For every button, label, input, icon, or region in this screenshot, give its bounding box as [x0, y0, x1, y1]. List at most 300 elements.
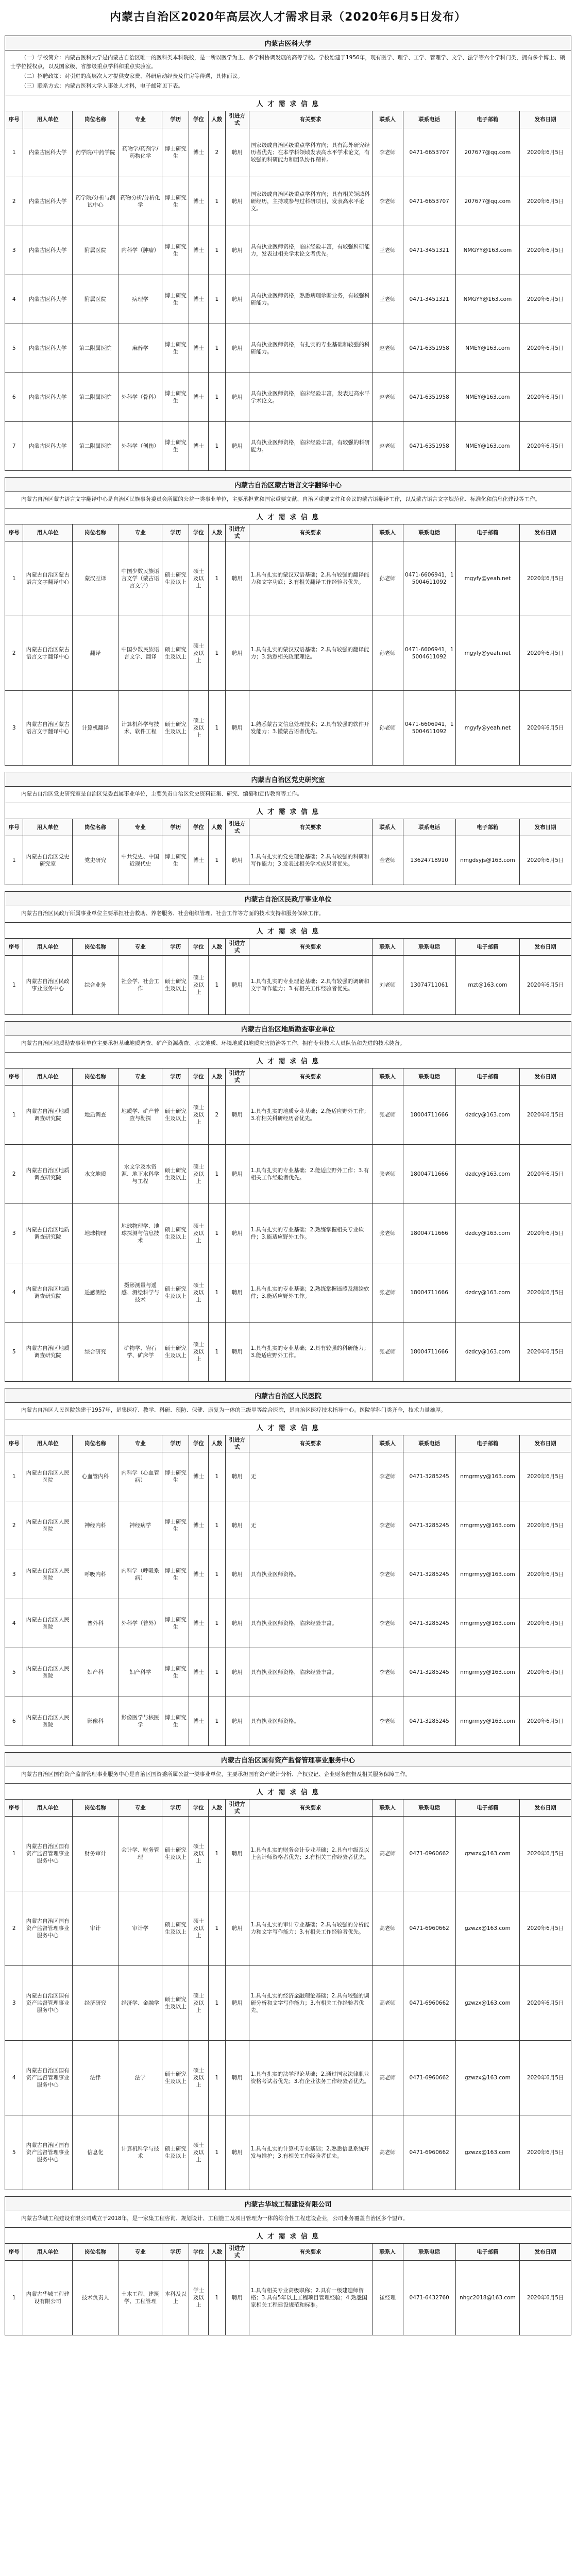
cell-date: 2020年6月5日	[520, 2041, 571, 2115]
cell-deg: 硕士及以上	[189, 541, 208, 616]
cell-email-link[interactable]: dzdcy@163.com	[455, 1145, 520, 1204]
unit-header: 内蒙古自治区人民医院	[5, 1388, 571, 1403]
cell-req: 1.具有扎实的专业基础；2.熟练掌握遥感及测绘软件；3.能适应野外工作。	[249, 1263, 372, 1323]
column-header: 人数	[208, 1435, 225, 1452]
cell-edu: 本科及以上	[162, 2261, 189, 2335]
cell-email-link[interactable]: NMEY@163.com	[455, 422, 520, 471]
cell-index: 5	[5, 1648, 23, 1697]
cell-email-link[interactable]: dzdcy@163.com	[455, 1086, 520, 1145]
demand-title: 人 才 需 求 信 息	[5, 2228, 571, 2243]
cell-req: 具有执业医师资格。	[249, 1697, 372, 1746]
cell-major: 法学	[118, 2041, 162, 2115]
intro-paragraph: （二）招聘政策：对引进的高层次人才提供安家费、科研启动经费及住房等待遇，具体面议。	[21, 73, 243, 79]
cell-contact: 张老师	[372, 1323, 403, 1382]
cell-date: 2020年6月5日	[520, 1452, 571, 1501]
cell-type: 聘用	[225, 1452, 249, 1501]
cell-unit: 内蒙古医科大学	[23, 226, 73, 275]
cell-phone: 0471-6960662	[403, 1891, 455, 1966]
demand-table	[5, 1068, 571, 1382]
cell-deg: 学士及以上	[189, 2261, 208, 2335]
cell-edu: 硕士研究生及以上	[162, 1966, 189, 2041]
cell-contact: 张老师	[372, 1204, 403, 1263]
cell-unit: 内蒙古医科大学	[23, 373, 73, 422]
column-header: 学历	[162, 111, 189, 128]
table-row	[5, 1891, 571, 1966]
cell-phone: 0471-3285245	[403, 1697, 455, 1746]
cell-dept: 第二附属医院	[72, 373, 118, 422]
demand-title: 人 才 需 求 信 息	[5, 95, 571, 111]
cell-dept: 信息化	[72, 2115, 118, 2190]
column-header: 序号	[5, 1800, 23, 1817]
cell-major: 病理学	[118, 275, 162, 324]
cell-major: 中国少数民族语言文学、翻译	[118, 616, 162, 691]
cell-type: 聘用	[225, 2115, 249, 2190]
cell-phone: 18004711666	[403, 1086, 455, 1145]
cell-unit: 内蒙古自治区地质调查研究院	[23, 1323, 73, 1382]
demand-table	[5, 2243, 571, 2335]
cell-num: 2	[208, 1086, 225, 1145]
cell-email-link[interactable]: nmgrmyy@163.com	[455, 1599, 520, 1648]
column-header: 人数	[208, 111, 225, 128]
table-body	[5, 1817, 571, 2190]
cell-index: 3	[5, 1204, 23, 1263]
cell-dept: 财务审计	[72, 1817, 118, 1891]
column-header: 序号	[5, 1069, 23, 1086]
cell-phone: 0471-6606941，15004611092	[403, 541, 455, 616]
cell-type: 聘用	[225, 1817, 249, 1891]
cell-num: 1	[208, 1891, 225, 1966]
column-header: 岗位名称	[72, 1800, 118, 1817]
column-header: 专业	[118, 524, 162, 541]
cell-contact: 崔经理	[372, 2261, 403, 2335]
cell-major: 中国少数民族语言文学（蒙古语言文学）	[118, 541, 162, 616]
cell-num: 1	[208, 2261, 225, 2335]
cell-num: 1	[208, 373, 225, 422]
cell-type: 聘用	[225, 2041, 249, 2115]
column-header: 电子邮箱	[455, 2244, 520, 2261]
column-header: 用人单位	[23, 1800, 73, 1817]
cell-type: 聘用	[225, 616, 249, 691]
cell-email-link[interactable]: gzwzx@163.com	[455, 2115, 520, 2190]
cell-contact: 王老师	[372, 226, 403, 275]
column-header: 发布日期	[520, 524, 571, 541]
cell-major: 中共党史、中国近现代史	[118, 836, 162, 885]
cell-contact: 赵老师	[372, 422, 403, 471]
cell-num: 1	[208, 1966, 225, 2041]
intro-paragraph: 内蒙古自治区人民医院始建于1957年，是集医疗、教学、科研、预防、保健、康复为一体的三级甲等综合医院，是自治区医疗技术指导中心。医院学科门类齐全，技术力量雄厚。	[21, 1407, 446, 1413]
table-row	[5, 1648, 571, 1697]
cell-type: 聘用	[225, 691, 249, 766]
cell-type: 聘用	[225, 1891, 249, 1966]
column-header: 学历	[162, 524, 189, 541]
cell-major: 地质学、矿产普查与勘探	[118, 1086, 162, 1145]
cell-date: 2020年6月5日	[520, 1145, 571, 1204]
column-header: 发布日期	[520, 1069, 571, 1086]
column-header: 人数	[208, 1800, 225, 1817]
cell-num: 1	[208, 1648, 225, 1697]
cell-edu: 博士研究生	[162, 1599, 189, 1648]
cell-date: 2020年6月5日	[520, 1599, 571, 1648]
cell-index: 2	[5, 1891, 23, 1966]
cell-index: 1	[5, 128, 23, 177]
unit-header: 内蒙古自治区国有资产监督管理事业服务中心	[5, 1752, 571, 1767]
unit-intro	[5, 492, 571, 509]
column-header: 有关要求	[249, 819, 372, 836]
column-header: 学历	[162, 939, 189, 956]
cell-email-link[interactable]: 207677@qq.com	[455, 177, 520, 226]
demand-title: 人 才 需 求 信 息	[5, 1053, 571, 1068]
cell-major: 内科学（肿瘤）	[118, 226, 162, 275]
cell-req: 具有执业医师资格，临床经验丰富，发表过高水平学术论文。	[249, 373, 372, 422]
cell-unit: 内蒙古自治区人民医院	[23, 1648, 73, 1697]
cell-deg: 博士	[189, 1648, 208, 1697]
cell-req: 1.具有扎实的党史理论基础；2.具有较强的科研和写作能力；3.发表过相关学术成果者优先。	[249, 836, 372, 885]
cell-date: 2020年6月5日	[520, 373, 571, 422]
table-head	[5, 524, 571, 541]
table-row	[5, 541, 571, 616]
intro-paragraph: 内蒙古自治区民政厅所属事业单位主要承担社会救助、养老服务、社会组织管理、社会工作等方面的技术支持和服务保障工作。	[21, 910, 324, 917]
cell-email-link[interactable]: nmgrmyy@163.com	[455, 1648, 520, 1697]
cell-date: 2020年6月5日	[520, 836, 571, 885]
header-row	[5, 1800, 571, 1817]
column-header: 岗位名称	[72, 819, 118, 836]
cell-email-link[interactable]: 207677@qq.com	[455, 128, 520, 177]
cell-type: 聘用	[225, 1204, 249, 1263]
cell-contact: 张老师	[372, 1145, 403, 1204]
cell-date: 2020年6月5日	[520, 1891, 571, 1966]
cell-num: 1	[208, 616, 225, 691]
column-header: 发布日期	[520, 939, 571, 956]
cell-phone: 0471-6653707	[403, 177, 455, 226]
cell-contact: 高老师	[372, 1891, 403, 1966]
cell-email-link[interactable]: mzt@163.com	[455, 956, 520, 1015]
cell-phone: 18004711666	[403, 1263, 455, 1323]
cell-date: 2020年6月5日	[520, 226, 571, 275]
cell-contact: 王老师	[372, 275, 403, 324]
column-header: 人数	[208, 524, 225, 541]
cell-deg: 博士	[189, 226, 208, 275]
cell-index: 4	[5, 1263, 23, 1323]
cell-date: 2020年6月5日	[520, 691, 571, 766]
column-header: 学位	[189, 111, 208, 128]
table-body	[5, 1086, 571, 1382]
cell-num: 1	[208, 1501, 225, 1550]
cell-major: 摄影测量与遥感、测绘科学与技术	[118, 1263, 162, 1323]
cell-date: 2020年6月5日	[520, 275, 571, 324]
column-header: 人数	[208, 2244, 225, 2261]
cell-major: 经济学、金融学	[118, 1966, 162, 2041]
cell-num: 1	[208, 836, 225, 885]
column-header: 岗位名称	[72, 524, 118, 541]
cell-email-link[interactable]: NMEY@163.com	[455, 373, 520, 422]
column-header: 人数	[208, 939, 225, 956]
cell-req: 具有执业医师资格，临床经验丰富。	[249, 1599, 372, 1648]
cell-deg: 博士	[189, 1550, 208, 1599]
cell-num: 1	[208, 691, 225, 766]
cell-deg: 硕士及以上	[189, 956, 208, 1015]
cell-type: 聘用	[225, 1697, 249, 1746]
table-body	[5, 541, 571, 766]
cell-phone: 0471-3285245	[403, 1501, 455, 1550]
document	[5, 0, 571, 2335]
cell-index: 1	[5, 1452, 23, 1501]
cell-email-link[interactable]: dzdcy@163.com	[455, 1204, 520, 1263]
cell-index: 4	[5, 1599, 23, 1648]
column-header: 岗位名称	[72, 939, 118, 956]
cell-major: 药物分析/分析化学	[118, 177, 162, 226]
cell-email-link[interactable]: nmgdsyjs@163.com	[455, 836, 520, 885]
cell-date: 2020年6月5日	[520, 541, 571, 616]
cell-email-link[interactable]: dzdcy@163.com	[455, 1323, 520, 1382]
cell-type: 聘用	[225, 2261, 249, 2335]
column-header: 有关要求	[249, 1435, 372, 1452]
document-title: 内蒙古自治区2020年高层次人才需求目录（2020年6月5日发布）	[109, 11, 467, 24]
cell-type: 聘用	[225, 956, 249, 1015]
cell-deg: 博士	[189, 1599, 208, 1648]
column-header: 专业	[118, 939, 162, 956]
cell-email-link[interactable]: nmgrmyy@163.com	[455, 1697, 520, 1746]
cell-email-link[interactable]: mgyfy@yeah.net	[455, 691, 520, 766]
cell-dept: 计算机翻译	[72, 691, 118, 766]
cell-unit: 内蒙古自治区人民医院	[23, 1697, 73, 1746]
table-head	[5, 2244, 571, 2261]
cell-type: 聘用	[225, 1550, 249, 1599]
table-row	[5, 616, 571, 691]
cell-phone: 0471-6960662	[403, 1817, 455, 1891]
cell-index: 7	[5, 422, 23, 471]
cell-email-link[interactable]: gzwzx@163.com	[455, 1891, 520, 1966]
column-header: 序号	[5, 819, 23, 836]
cell-email-link[interactable]: NMEY@163.com	[455, 324, 520, 373]
column-header: 学历	[162, 1069, 189, 1086]
column-header: 联系人	[372, 524, 403, 541]
cell-phone: 18004711666	[403, 1323, 455, 1382]
column-header: 联系电话	[403, 111, 455, 128]
cell-phone: 0471-3285245	[403, 1550, 455, 1599]
cell-edu: 博士研究生	[162, 836, 189, 885]
column-header: 引进方式	[225, 111, 249, 128]
column-header: 学位	[189, 2244, 208, 2261]
cell-phone: 0471-6351958	[403, 422, 455, 471]
cell-major: 妇产科学	[118, 1648, 162, 1697]
cell-major: 外科学（骨科）	[118, 373, 162, 422]
cell-dept: 法律	[72, 2041, 118, 2115]
cell-dept: 遥感测绘	[72, 1263, 118, 1323]
table-row	[5, 1599, 571, 1648]
cell-email-link[interactable]: gzwzx@163.com	[455, 1817, 520, 1891]
column-header: 联系电话	[403, 1435, 455, 1452]
cell-email-link[interactable]: nmgrmyy@163.com	[455, 1550, 520, 1599]
cell-dept: 地球物理	[72, 1204, 118, 1263]
column-header: 联系人	[372, 1069, 403, 1086]
header-row	[5, 1435, 571, 1452]
cell-num: 1	[208, 1817, 225, 1891]
column-header: 电子邮箱	[455, 1800, 520, 1817]
cell-index: 1	[5, 836, 23, 885]
cell-deg: 博士	[189, 836, 208, 885]
column-header: 电子邮箱	[455, 1069, 520, 1086]
table-head	[5, 939, 571, 956]
cell-date: 2020年6月5日	[520, 1817, 571, 1891]
cell-email-link[interactable]: mgyfy@yeah.net	[455, 616, 520, 691]
cell-req: 1.熟悉蒙古文信息处理技术；2.具有较强的软件开发能力；3.懂蒙古语者优先。	[249, 691, 372, 766]
intro-paragraph: 内蒙古自治区国有资产监督管理事业服务中心是自治区国资委所属公益一类事业单位，主要承担国有资产统计分析、产权登记、企业财务监督及相关服务保障工作。	[21, 1771, 411, 1777]
cell-unit: 内蒙古医科大学	[23, 275, 73, 324]
demand-title: 人 才 需 求 信 息	[5, 1419, 571, 1435]
cell-phone: 0471-6351958	[403, 373, 455, 422]
cell-contact: 高老师	[372, 2115, 403, 2190]
column-header: 发布日期	[520, 819, 571, 836]
cell-req: 1.具有扎实的审计专业基础；2.具有较强的分析能力和文字写作能力；3.有相关工作经验者优先。	[249, 1891, 372, 1966]
cell-email-link[interactable]: gzwzx@163.com	[455, 2041, 520, 2115]
cell-edu: 硕士研究生及以上	[162, 1204, 189, 1263]
unit-intro	[5, 1767, 571, 1784]
cell-major: 计算机科学与技术	[118, 2115, 162, 2190]
cell-contact: 刘老师	[372, 956, 403, 1015]
cell-email-link[interactable]: nhgc2018@163.com	[455, 2261, 520, 2335]
cell-dept: 影像科	[72, 1697, 118, 1746]
cell-major: 影像医学与核医学	[118, 1697, 162, 1746]
cell-num: 1	[208, 324, 225, 373]
header-row	[5, 1069, 571, 1086]
cell-unit: 内蒙古自治区地质调查研究院	[23, 1204, 73, 1263]
cell-unit: 内蒙古自治区国有资产监督管理事业服务中心	[23, 1817, 73, 1891]
cell-num: 1	[208, 956, 225, 1015]
cell-index: 3	[5, 1550, 23, 1599]
cell-req: 国家级或自治区级重点学科方向；具有海外研究经历者优先；在本学科领域发表高水平学术论文，有较强的科研能力和团队协作精神。	[249, 128, 372, 177]
cell-major: 矿物学、岩石学、矿床学	[118, 1323, 162, 1382]
cell-email-link[interactable]: NMGYY@163.com	[455, 226, 520, 275]
cell-major: 麻醉学	[118, 324, 162, 373]
demand-table	[5, 111, 571, 471]
column-header: 发布日期	[520, 111, 571, 128]
column-header: 发布日期	[520, 1800, 571, 1817]
demand-table	[5, 524, 571, 766]
cell-date: 2020年6月5日	[520, 177, 571, 226]
cell-date: 2020年6月5日	[520, 1550, 571, 1599]
cell-edu: 硕士研究生及以上	[162, 956, 189, 1015]
table-row	[5, 2261, 571, 2335]
intro-paragraph: 内蒙古自治区党史研究室是自治区党委直属事业单位，主要负责自治区党史资料征集、研究、编纂和宣传教育等工作。	[21, 791, 302, 797]
cell-major: 内科学（呼吸系病）	[118, 1550, 162, 1599]
column-header: 学位	[189, 819, 208, 836]
table-row	[5, 1550, 571, 1599]
cell-date: 2020年6月5日	[520, 1966, 571, 2041]
table-row	[5, 177, 571, 226]
column-header: 用人单位	[23, 1435, 73, 1452]
column-header: 专业	[118, 1435, 162, 1452]
column-header: 序号	[5, 524, 23, 541]
cell-edu: 博士研究生	[162, 422, 189, 471]
column-header: 发布日期	[520, 1435, 571, 1452]
cell-email-link[interactable]: gzwzx@163.com	[455, 1966, 520, 2041]
unit-header: 内蒙古华城工程建设有限公司	[5, 2196, 571, 2211]
table-row	[5, 2041, 571, 2115]
column-header: 引进方式	[225, 1435, 249, 1452]
column-header: 序号	[5, 939, 23, 956]
cell-num: 1	[208, 1452, 225, 1501]
table-row	[5, 1145, 571, 1204]
column-header: 用人单位	[23, 1069, 73, 1086]
cell-email-link[interactable]: NMGYY@163.com	[455, 275, 520, 324]
cell-major: 审计学	[118, 1891, 162, 1966]
demand-table	[5, 1435, 571, 1746]
cell-unit: 内蒙古自治区蒙古语言文字翻译中心	[23, 691, 73, 766]
cell-contact: 李老师	[372, 1599, 403, 1648]
cell-edu: 硕士研究生及以上	[162, 541, 189, 616]
cell-edu: 博士研究生	[162, 1452, 189, 1501]
cell-req: 具有执业医师资格，临床经验丰富，有较强的科研能力。	[249, 422, 372, 471]
cell-num: 1	[208, 1263, 225, 1323]
cell-req: 具有执业医师资格。	[249, 1550, 372, 1599]
cell-email-link[interactable]: nmgrmyy@163.com	[455, 1452, 520, 1501]
cell-deg: 博士	[189, 422, 208, 471]
cell-contact: 张老师	[372, 1263, 403, 1323]
cell-unit: 内蒙古自治区人民医院	[23, 1501, 73, 1550]
cell-req: 国家级或自治区级重点学科方向；具有相关领域科研经历，主持或参与过科研项目，发表高水平论文。	[249, 177, 372, 226]
cell-deg: 博士	[189, 1452, 208, 1501]
cell-deg: 硕士及以上	[189, 1145, 208, 1204]
cell-unit: 内蒙古自治区党史研究室	[23, 836, 73, 885]
cell-contact: 金老师	[372, 836, 403, 885]
cell-phone: 0471-6960662	[403, 2115, 455, 2190]
cell-edu: 硕士研究生及以上	[162, 1323, 189, 1382]
intro-paragraph: 内蒙古华城工程建设有限公司成立于2018年，是一家集工程咨询、规划设计、工程施工及项目管理为一体的综合性工程建设企业，公司业务覆盖自治区多个盟市。	[21, 2215, 409, 2222]
column-header: 联系电话	[403, 2244, 455, 2261]
column-header: 联系人	[372, 1435, 403, 1452]
demand-table	[5, 819, 571, 885]
cell-email-link[interactable]: dzdcy@163.com	[455, 1263, 520, 1323]
cell-phone: 0471-6653707	[403, 128, 455, 177]
column-header: 岗位名称	[72, 111, 118, 128]
cell-unit: 内蒙古华城工程建设有限公司	[23, 2261, 73, 2335]
sections-container	[5, 36, 571, 2335]
cell-type: 聘用	[225, 1648, 249, 1697]
cell-phone: 13074711061	[403, 956, 455, 1015]
cell-dept: 技术负责人	[72, 2261, 118, 2335]
cell-dept: 审计	[72, 1891, 118, 1966]
column-header: 电子邮箱	[455, 819, 520, 836]
intro-paragraph: 内蒙古自治区蒙古语言文字翻译中心是自治区民族事务委员会所属的公益一类事业单位，主要承担党和国家重要文献、自治区重要文件和会议的蒙古语翻译工作，以及蒙古语言文字规范化、标准化和信息化建设等工作。	[21, 496, 540, 502]
cell-phone: 0471-6960662	[403, 2041, 455, 2115]
cell-dept: 第二附属医院	[72, 324, 118, 373]
column-header: 有关要求	[249, 1800, 372, 1817]
cell-index: 1	[5, 1817, 23, 1891]
column-header: 学历	[162, 2244, 189, 2261]
table-body	[5, 128, 571, 471]
cell-deg: 博士	[189, 373, 208, 422]
column-header: 专业	[118, 111, 162, 128]
column-header: 序号	[5, 1435, 23, 1452]
cell-index: 3	[5, 691, 23, 766]
cell-contact: 赵老师	[372, 373, 403, 422]
column-header: 岗位名称	[72, 1069, 118, 1086]
cell-num: 1	[208, 226, 225, 275]
cell-date: 2020年6月5日	[520, 1648, 571, 1697]
column-header: 专业	[118, 819, 162, 836]
cell-email-link[interactable]: nmgrmyy@163.com	[455, 1501, 520, 1550]
column-header: 电子邮箱	[455, 939, 520, 956]
cell-type: 聘用	[225, 541, 249, 616]
cell-email-link[interactable]: mgyfy@yeah.net	[455, 541, 520, 616]
cell-index: 6	[5, 1697, 23, 1746]
table-body	[5, 2261, 571, 2335]
intro-paragraph: （一）学校简介：内蒙古医科大学是内蒙古自治区唯一的医科类本科院校，是一所以医学为主、多学科协调发展的高等学校。学校始建于1956年，现有医学、理学、工学、管理学、文学、法学等六个学科门类，拥有多个博士、硕士学位授权点，以及国家级、省部级重点学科和重点实验室。	[10, 55, 565, 70]
unit-header: 内蒙古自治区民政厅事业单位	[5, 891, 571, 906]
cell-unit: 内蒙古自治区人民医院	[23, 1550, 73, 1599]
cell-req: 1.具有扎实的专业理论基础；2.具有较强的调研和文字写作能力；3.有相关工作经验者优先。	[249, 956, 372, 1015]
cell-date: 2020年6月5日	[520, 1501, 571, 1550]
